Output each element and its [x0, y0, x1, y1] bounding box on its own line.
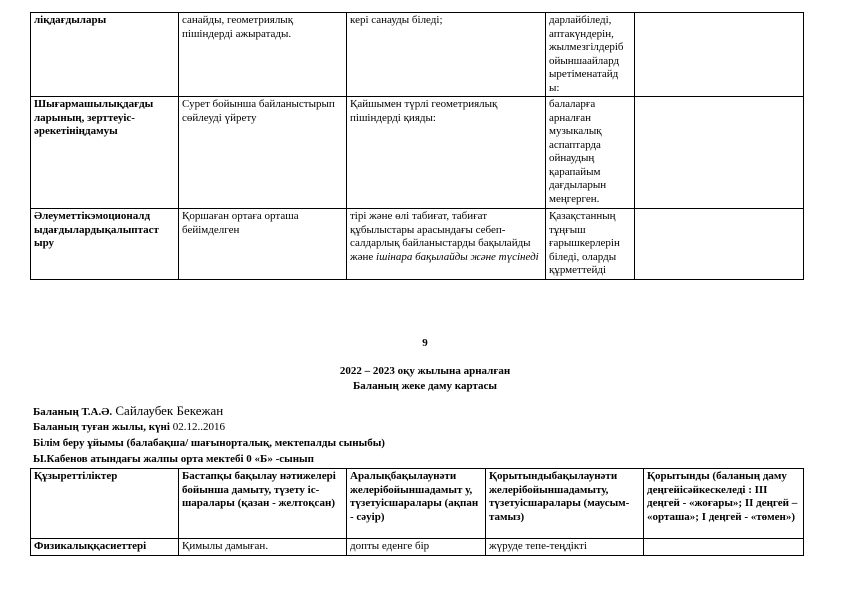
page-number: 9: [422, 337, 428, 349]
bottom-table: [30, 468, 804, 556]
cell-text: тірі және өлі табиғат, табиғат құбылыстары арасындағы себеп-салдарлық байланыстарды бақылайды және: [350, 210, 531, 263]
table-cell: Шығармашылықдағды ларының, зерттеуіс-әрекетініңдамуы: [31, 97, 179, 209]
table-cell: Қайшымен түрлі геометриялық пішіндерді қияды:: [347, 97, 546, 209]
column-header: Құзыреттіліктер: [31, 469, 179, 539]
table-cell: балаларға арналған музыкалық аспаптарда ойнаудың қарапайым дағдыларын меңгерген.: [546, 97, 635, 209]
table-cell: Қоршаған ортаға орташа бейімделген: [179, 209, 347, 280]
table-cell: Қазақстанның тұңғыш ғарышкерлерін біледі, оларды құрметтейді: [546, 209, 635, 280]
table-cell: жүруде тепе-теңдікті: [486, 539, 644, 556]
table-cell: допты еденге бір: [347, 539, 486, 556]
table-row: [31, 13, 804, 97]
column-header: Аралықбақылаунәти желерібойыншадамыт у, түзетуісшаралары (ақпан - сәуір): [347, 469, 486, 539]
heading-line1: 2022 – 2023 оқу жылына арналған: [339, 365, 511, 377]
school-name: Ы.Кабенов атындағы жалпы орта мектебі 0 «Б» -сынып: [33, 453, 314, 465]
table-cell: [635, 13, 804, 97]
table-cell: санайды, геометриялық пішіндерді ажыратады.: [179, 13, 347, 97]
table-row: [31, 539, 804, 556]
table-cell: Физикалыққасиеттері: [31, 539, 179, 556]
top-table: [30, 12, 804, 280]
column-header: Бастапқы бақылау нәтижелері бойынша дамыту, түзету іс-шаралары (қазан - желтоқсан): [179, 469, 347, 539]
table-cell: Әлеуметтікэмоционалд ыдағдылардықалыптаст ыру: [31, 209, 179, 280]
birth-date: [33, 421, 225, 433]
column-header: Қорытынды (баланың даму деңгейісәйкескеледі : III деңгей - «жоғары»; II деңгей – «орташа»; І деңгей - «төмен»): [644, 469, 804, 539]
organization-label: Білім беру ұйымы (балабақша/ шағынорталық, мектепалды сыныбы): [33, 437, 385, 449]
table-row: [31, 209, 804, 280]
name-label: Баланың Т.А.Ә.: [33, 406, 113, 418]
table-cell: Сурет бойынша байланыстырып сөйлеуді үйрету: [179, 97, 347, 209]
table-cell: [347, 209, 546, 280]
birth-label: Баланың туған жылы, күні: [33, 421, 170, 433]
table-row: [31, 97, 804, 209]
table-cell: Қимылы дамыған.: [179, 539, 347, 556]
table-cell: [635, 209, 804, 280]
table-header-row: [31, 469, 804, 539]
birth-value: 02.12..2016: [169, 421, 225, 433]
child-name: [33, 403, 223, 419]
column-header: Қорытындыбақылаунәти желерібойыншадамыту, түзетуісшаралары (маусым-тамыз): [486, 469, 644, 539]
table-cell: [644, 539, 804, 556]
cell-text-italic: ішінара бақылайды және түсінеді: [376, 250, 539, 263]
table-cell: ліқдағдылары: [31, 13, 179, 97]
table-cell: дарлайбіледі, аптакүндерін, жылмезгілдеріб ойыншаайлард ыретіменатайд ы:: [546, 13, 635, 97]
name-value: Сайлаубек Бекежан: [112, 403, 224, 418]
page-title: Баланың жеке даму картасы: [353, 380, 497, 392]
table-cell: кері санауды біледі;: [347, 13, 546, 97]
table-cell: [635, 97, 804, 209]
